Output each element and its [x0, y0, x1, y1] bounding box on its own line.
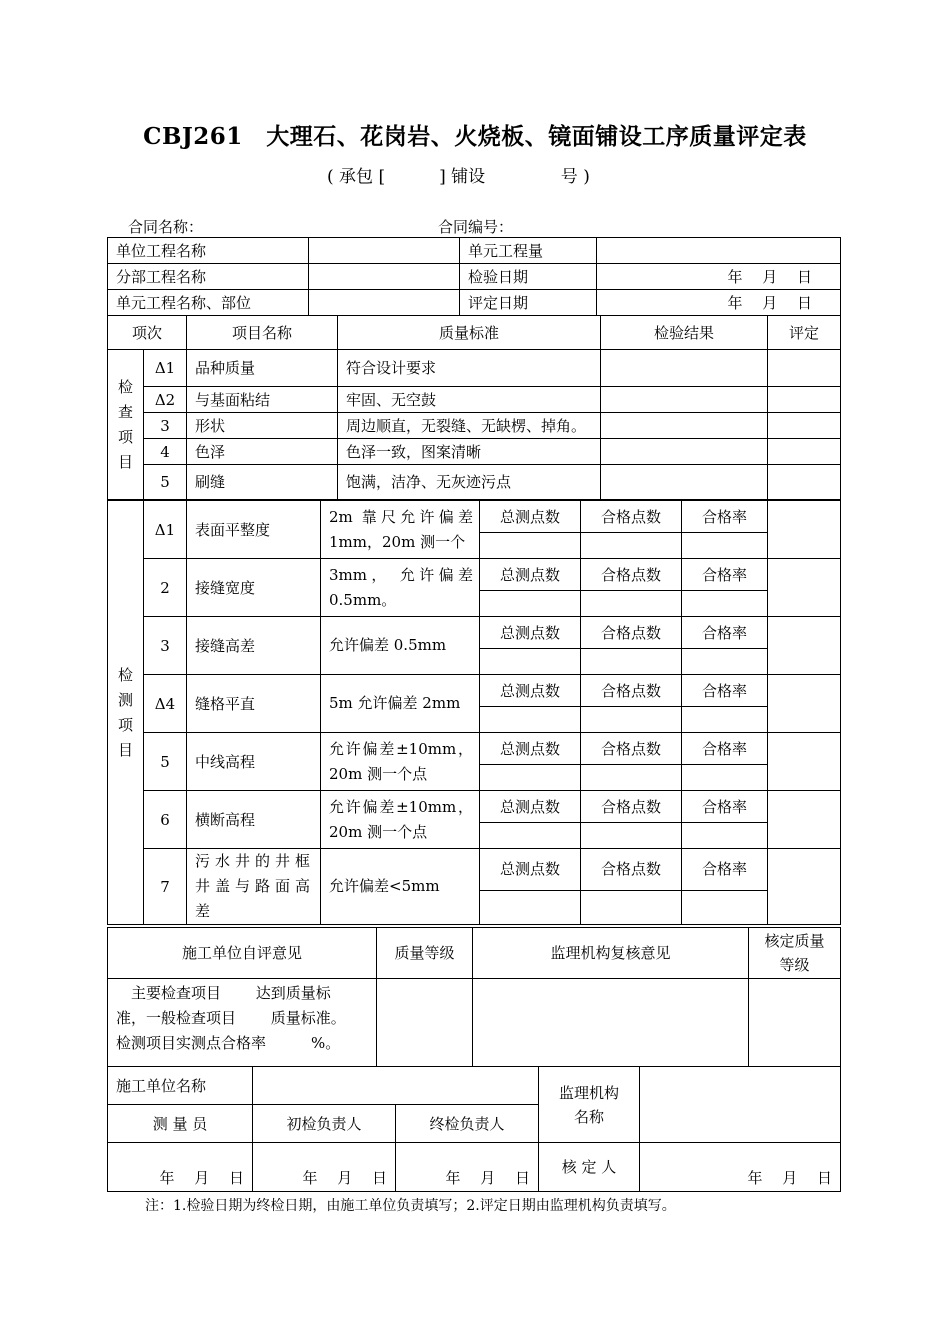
measure-item-rating[interactable] [768, 559, 841, 617]
measure-row [108, 617, 841, 649]
pass-points-label: 合格点数 [581, 675, 682, 707]
measure-item-name: 横断高程 [187, 791, 321, 849]
measure-row [108, 675, 841, 707]
measure-row [108, 849, 841, 891]
total-points-value[interactable] [480, 765, 581, 791]
measure-item-no: 3 [144, 617, 187, 675]
check-row [108, 350, 841, 387]
pass-rate-label: 合格率 [682, 791, 768, 823]
measure-row [108, 733, 841, 765]
surveyor-label: 测 量 员 [108, 1105, 253, 1143]
check-item-name: 品种质量 [187, 350, 338, 387]
pass-rate-label: 合格率 [682, 501, 768, 533]
check-item-result[interactable] [601, 439, 768, 465]
check-item-standard: 饱满，洁净、无灰迹污点 [338, 465, 601, 500]
check-row [108, 413, 841, 439]
pass-points-label: 合格点数 [581, 733, 682, 765]
final-inspector-label: 终检负责人 [396, 1105, 539, 1143]
pass-rate-value[interactable] [682, 649, 768, 675]
self-opinion-text: 主要检查项目 达到质量标 准，一般检查项目 质量标准。 检测项目实测点合格率 %。 [108, 979, 377, 1067]
pass-rate-label: 合格率 [682, 849, 768, 891]
check-item-result[interactable] [601, 465, 768, 500]
check-item-standard: 牢固、无空鼓 [338, 387, 601, 413]
pass-points-value[interactable] [581, 533, 682, 559]
measure-item-standard: 3mm， 允许偏差 0.5mm。 [321, 559, 480, 617]
total-points-value[interactable] [480, 591, 581, 617]
surveyor-date[interactable]: 年 月 日 [108, 1143, 253, 1192]
measure-item-name: 中线高程 [187, 733, 321, 791]
check-item-rating[interactable] [768, 350, 841, 387]
measure-item-standard: 2m 靠尺允许偏差 1mm，20m 测一个 [321, 501, 480, 559]
pass-points-value[interactable] [581, 591, 682, 617]
measure-item-rating[interactable] [768, 733, 841, 791]
footnote: 注：1.检验日期为终检日期，由施工单位负责填写；2.评定日期由监理机构负责填写。 [145, 1198, 676, 1214]
measure-item-no: Δ4 [144, 675, 187, 733]
check-item-name: 色泽 [187, 439, 338, 465]
initial-inspector-date[interactable]: 年 月 日 [253, 1143, 396, 1192]
pass-rate-value[interactable] [682, 533, 768, 559]
pass-points-label: 合格点数 [581, 501, 682, 533]
verifier-label: 核 定 人 [539, 1143, 640, 1192]
measure-item-no: 5 [144, 733, 187, 791]
check-item-name: 与基面粘结 [187, 387, 338, 413]
total-points-label: 总测点数 [480, 849, 581, 891]
total-points-label: 总测点数 [480, 675, 581, 707]
measure-row [108, 559, 841, 591]
measure-item-standard: 允许偏差±10mm，20m 测一个点 [321, 791, 480, 849]
measure-item-name: 表面平整度 [187, 501, 321, 559]
contract-no-label: 合同编号： [438, 218, 514, 236]
measure-item-name: 污水井的井框井盖与路面高差 [187, 849, 321, 925]
measure-section-label: 检测项目 [108, 501, 144, 925]
pass-rate-label: 合格率 [682, 617, 768, 649]
evaluation-date-value[interactable]: 年 月 日 [597, 290, 841, 316]
measure-item-rating[interactable] [768, 791, 841, 849]
self-opinion-label: 施工单位自评意见 [108, 928, 377, 979]
total-points-label: 总测点数 [480, 501, 581, 533]
inspection-date-label: 检验日期 [460, 264, 597, 290]
check-item-rating[interactable] [768, 387, 841, 413]
check-row [108, 387, 841, 413]
info-table [107, 237, 841, 316]
check-item-no: Δ1 [144, 350, 187, 387]
page-title: CBJ261 大理石、花岗岩、火烧板、镜面铺设工序质量评定表 [143, 123, 807, 150]
check-item-standard: 周边顺直，无裂缝、无缺楞、掉角。 [338, 413, 601, 439]
check-item-result[interactable] [601, 350, 768, 387]
measure-item-no: 2 [144, 559, 187, 617]
measure-item-standard: 允许偏差<5mm [321, 849, 480, 925]
total-points-value[interactable] [480, 707, 581, 733]
check-item-name: 形状 [187, 413, 338, 439]
page-subtitle: ( 承包 [ ] 铺设 号 ) [327, 167, 590, 187]
initial-inspector-label: 初检负责人 [253, 1105, 396, 1143]
contract-name-label: 合同名称： [128, 218, 204, 236]
pass-rate-value[interactable] [682, 765, 768, 791]
unit-quantity-label: 单元工程量 [460, 238, 597, 264]
pass-points-value[interactable] [581, 649, 682, 675]
pass-rate-value[interactable] [682, 707, 768, 733]
total-points-label: 总测点数 [480, 733, 581, 765]
unit-project-part-label: 单元工程名称、部位 [108, 290, 309, 316]
measure-table [107, 500, 841, 925]
check-item-rating[interactable] [768, 465, 841, 500]
verified-grade-label: 核定质量等级 [749, 928, 841, 979]
col-standard: 质量标准 [338, 316, 601, 350]
measure-item-rating[interactable] [768, 501, 841, 559]
pass-points-label: 合格点数 [581, 559, 682, 591]
quality-grade-value[interactable] [377, 979, 473, 1067]
check-item-no: 3 [144, 413, 187, 439]
check-table [107, 315, 841, 500]
measure-row [108, 501, 841, 533]
measure-item-no: 6 [144, 791, 187, 849]
quality-grade-label: 质量等级 [377, 928, 473, 979]
supervisor-opinion-label: 监理机构复核意见 [473, 928, 749, 979]
measure-item-rating[interactable] [768, 617, 841, 675]
verified-grade-value[interactable] [749, 979, 841, 1067]
unit-quantity-value[interactable] [597, 238, 841, 264]
measure-row [108, 791, 841, 823]
pass-rate-label: 合格率 [682, 733, 768, 765]
sub-project-name-label: 分部工程名称 [108, 264, 309, 290]
pass-points-value[interactable] [581, 823, 682, 849]
check-item-name: 刷缝 [187, 465, 338, 500]
measure-item-standard: 5m 允许偏差 2mm [321, 675, 480, 733]
measure-item-standard: 允许偏差±10mm，20m 测一个点 [321, 733, 480, 791]
check-item-no: Δ2 [144, 387, 187, 413]
unit-project-name-label: 单位工程名称 [108, 238, 309, 264]
contractor-name-label: 施工单位名称 [108, 1067, 253, 1105]
pass-rate-value[interactable] [682, 890, 768, 924]
check-row [108, 439, 841, 465]
total-points-label: 总测点数 [480, 559, 581, 591]
supervisor-org-value[interactable] [640, 1067, 841, 1143]
contractor-name-value[interactable] [253, 1067, 539, 1105]
supervisor-org-label: 监理机构名称 [539, 1067, 640, 1143]
total-points-value[interactable] [480, 649, 581, 675]
inspection-date-value[interactable]: 年 月 日 [597, 264, 841, 290]
total-points-value[interactable] [480, 533, 581, 559]
supervisor-opinion-value[interactable] [473, 979, 749, 1067]
check-item-result[interactable] [601, 413, 768, 439]
col-item-name: 项目名称 [187, 316, 338, 350]
pass-rate-value[interactable] [682, 591, 768, 617]
pass-rate-value[interactable] [682, 823, 768, 849]
check-item-no: 4 [144, 439, 187, 465]
measure-item-name: 缝格平直 [187, 675, 321, 733]
check-item-rating[interactable] [768, 439, 841, 465]
total-points-label: 总测点数 [480, 617, 581, 649]
measure-item-name: 接缝高差 [187, 617, 321, 675]
col-result: 检验结果 [601, 316, 768, 350]
check-item-result[interactable] [601, 387, 768, 413]
unit-project-name-value[interactable] [309, 238, 460, 264]
col-item-no: 项次 [108, 316, 187, 350]
measure-item-no: Δ1 [144, 501, 187, 559]
total-points-value[interactable] [480, 823, 581, 849]
measure-item-name: 接缝宽度 [187, 559, 321, 617]
check-item-standard: 色泽一致，图案清晰 [338, 439, 601, 465]
verifier-date[interactable]: 年 月 日 [640, 1143, 841, 1192]
evaluation-table [107, 927, 841, 1067]
sub-project-name-value[interactable] [309, 264, 460, 290]
total-points-label: 总测点数 [480, 791, 581, 823]
check-item-no: 5 [144, 465, 187, 500]
pass-points-value[interactable] [581, 890, 682, 924]
measure-item-rating[interactable] [768, 849, 841, 925]
final-inspector-date[interactable]: 年 月 日 [396, 1143, 539, 1192]
pass-points-value[interactable] [581, 707, 682, 733]
total-points-value[interactable] [480, 890, 581, 924]
check-item-standard: 符合设计要求 [338, 350, 601, 387]
check-row [108, 465, 841, 500]
measure-item-no: 7 [144, 849, 187, 925]
check-item-rating[interactable] [768, 413, 841, 439]
pass-points-value[interactable] [581, 765, 682, 791]
pass-rate-label: 合格率 [682, 559, 768, 591]
signature-table [107, 1066, 841, 1192]
unit-project-part-value[interactable] [309, 290, 460, 316]
pass-points-label: 合格点数 [581, 791, 682, 823]
evaluation-date-label: 评定日期 [460, 290, 597, 316]
pass-points-label: 合格点数 [581, 617, 682, 649]
col-rating: 评定 [768, 316, 841, 350]
measure-item-standard: 允许偏差 0.5mm [321, 617, 480, 675]
check-section-label: 检查项目 [108, 350, 144, 500]
measure-item-rating[interactable] [768, 675, 841, 733]
pass-points-label: 合格点数 [581, 849, 682, 891]
pass-rate-label: 合格率 [682, 675, 768, 707]
